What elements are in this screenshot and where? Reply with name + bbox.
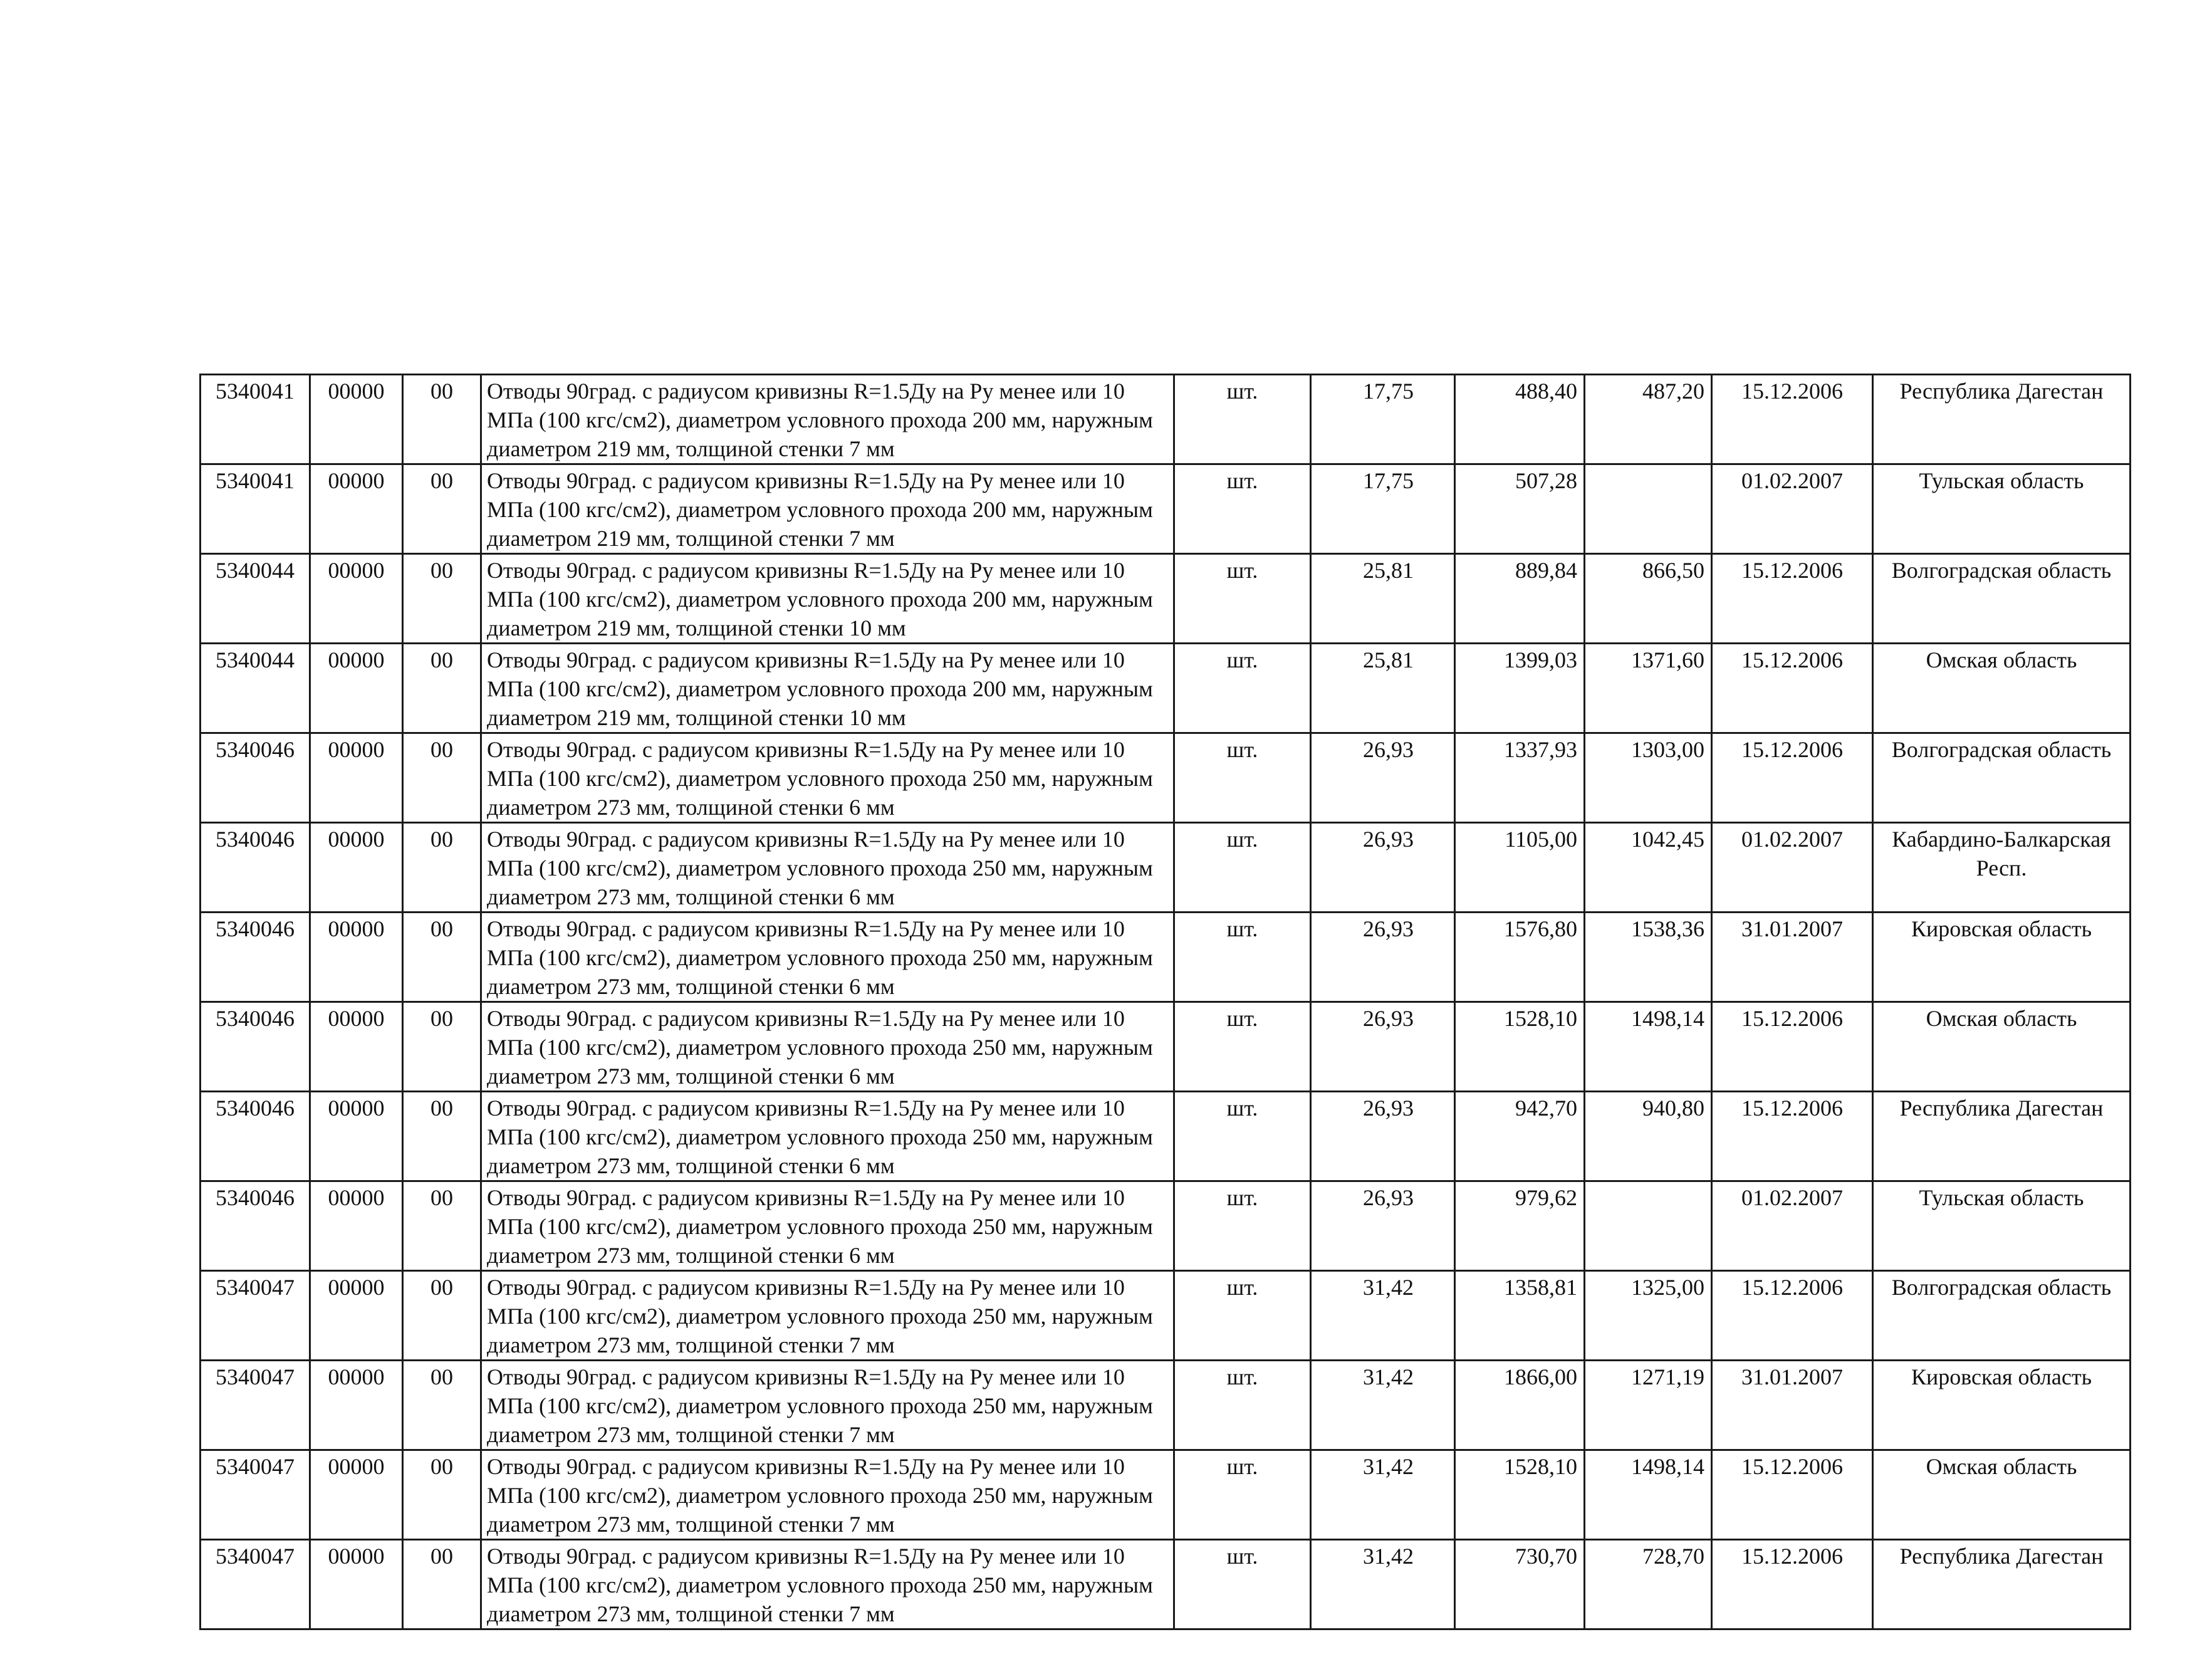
- sub-code: 00000: [310, 644, 403, 733]
- sub-code: 00000: [310, 554, 403, 644]
- resource-code: 5340041: [201, 375, 310, 464]
- weight: 26,93: [1311, 733, 1455, 823]
- unit: шт.: [1174, 1361, 1311, 1450]
- region: Омская область: [1873, 1002, 2131, 1092]
- price-2: 1271,19: [1585, 1361, 1712, 1450]
- sub-code: 00000: [310, 1092, 403, 1181]
- table-row: [201, 554, 2131, 644]
- resource-code: 5340046: [201, 733, 310, 823]
- item-description: Отводы 90град. с радиусом кривизны R=1.5Ду на Ру менее или 10 МПа (100 кгс/см2), диаметром условного прохода 250 мм, наружным диаметром 273 мм, толщиной стенки 6 мм: [481, 1181, 1174, 1271]
- weight: 17,75: [1311, 375, 1455, 464]
- index-code: 00: [403, 1361, 481, 1450]
- item-description: Отводы 90град. с радиусом кривизны R=1.5Ду на Ру менее или 10 МПа (100 кгс/см2), диаметром условного прохода 200 мм, наружным диаметром 219 мм, толщиной стенки 7 мм: [481, 375, 1174, 464]
- table-row: [201, 375, 2131, 464]
- price-1: 1399,03: [1455, 644, 1585, 733]
- region: Омская область: [1873, 644, 2131, 733]
- item-description: Отводы 90град. с радиусом кривизны R=1.5Ду на Ру менее или 10 МПа (100 кгс/см2), диаметром условного прохода 250 мм, наружным диаметром 273 мм, толщиной стенки 6 мм: [481, 1092, 1174, 1181]
- unit: шт.: [1174, 1271, 1311, 1361]
- region: Волгоградская область: [1873, 733, 2131, 823]
- price-1: 507,28: [1455, 464, 1585, 554]
- date: 15.12.2006: [1712, 1540, 1873, 1629]
- region: Республика Дагестан: [1873, 375, 2131, 464]
- unit: шт.: [1174, 375, 1311, 464]
- region: Тульская область: [1873, 1181, 2131, 1271]
- unit: шт.: [1174, 823, 1311, 913]
- price-2: 940,80: [1585, 1092, 1712, 1181]
- item-description: Отводы 90град. с радиусом кривизны R=1.5Ду на Ру менее или 10 МПа (100 кгс/см2), диаметром условного прохода 250 мм, наружным диаметром 273 мм, толщиной стенки 7 мм: [481, 1540, 1174, 1629]
- unit: шт.: [1174, 1540, 1311, 1629]
- table-row: [201, 464, 2131, 554]
- region: Республика Дагестан: [1873, 1540, 2131, 1629]
- table-row: [201, 1271, 2131, 1361]
- date: 15.12.2006: [1712, 644, 1873, 733]
- index-code: 00: [403, 375, 481, 464]
- region: Тульская область: [1873, 464, 2131, 554]
- weight: 17,75: [1311, 464, 1455, 554]
- price-2: 1498,14: [1585, 1002, 1712, 1092]
- item-description: Отводы 90град. с радиусом кривизны R=1.5Ду на Ру менее или 10 МПа (100 кгс/см2), диаметром условного прохода 200 мм, наружным диаметром 219 мм, толщиной стенки 10 мм: [481, 644, 1174, 733]
- date: 15.12.2006: [1712, 1092, 1873, 1181]
- price-1: 488,40: [1455, 375, 1585, 464]
- item-description: Отводы 90град. с радиусом кривизны R=1.5Ду на Ру менее или 10 МПа (100 кгс/см2), диаметром условного прохода 250 мм, наружным диаметром 273 мм, толщиной стенки 7 мм: [481, 1450, 1174, 1540]
- table-row: [201, 644, 2131, 733]
- item-description: Отводы 90град. с радиусом кривизны R=1.5Ду на Ру менее или 10 МПа (100 кгс/см2), диаметром условного прохода 200 мм, наружным диаметром 219 мм, толщиной стенки 7 мм: [481, 464, 1174, 554]
- price-2: 487,20: [1585, 375, 1712, 464]
- price-1: 942,70: [1455, 1092, 1585, 1181]
- resource-code: 5340047: [201, 1271, 310, 1361]
- item-description: Отводы 90град. с радиусом кривизны R=1.5Ду на Ру менее или 10 МПа (100 кгс/см2), диаметром условного прохода 250 мм, наружным диаметром 273 мм, толщиной стенки 6 мм: [481, 1002, 1174, 1092]
- unit: шт.: [1174, 913, 1311, 1002]
- price-1: 1528,10: [1455, 1450, 1585, 1540]
- price-2: 866,50: [1585, 554, 1712, 644]
- weight: 26,93: [1311, 1002, 1455, 1092]
- weight: 26,93: [1311, 1181, 1455, 1271]
- region: Омская область: [1873, 1450, 2131, 1540]
- price-2: [1585, 464, 1712, 554]
- unit: шт.: [1174, 464, 1311, 554]
- price-1: 979,62: [1455, 1181, 1585, 1271]
- date: 15.12.2006: [1712, 1002, 1873, 1092]
- date: 31.01.2007: [1712, 913, 1873, 1002]
- table-row: [201, 1002, 2131, 1092]
- index-code: 00: [403, 733, 481, 823]
- date: 15.12.2006: [1712, 1271, 1873, 1361]
- resource-code: 5340044: [201, 554, 310, 644]
- table-row: [201, 1092, 2131, 1181]
- sub-code: 00000: [310, 464, 403, 554]
- table-row: [201, 1181, 2131, 1271]
- unit: шт.: [1174, 554, 1311, 644]
- unit: шт.: [1174, 1002, 1311, 1092]
- region: Волгоградская область: [1873, 1271, 2131, 1361]
- price-2: 1303,00: [1585, 733, 1712, 823]
- index-code: 00: [403, 823, 481, 913]
- weight: 26,93: [1311, 913, 1455, 1002]
- weight: 31,42: [1311, 1361, 1455, 1450]
- index-code: 00: [403, 1002, 481, 1092]
- price-2: 1325,00: [1585, 1271, 1712, 1361]
- item-description: Отводы 90град. с радиусом кривизны R=1.5Ду на Ру менее или 10 МПа (100 кгс/см2), диаметром условного прохода 250 мм, наружным диаметром 273 мм, толщиной стенки 6 мм: [481, 823, 1174, 913]
- sub-code: 00000: [310, 1361, 403, 1450]
- table-row: [201, 823, 2131, 913]
- item-description: Отводы 90град. с радиусом кривизны R=1.5Ду на Ру менее или 10 МПа (100 кгс/см2), диаметром условного прохода 200 мм, наружным диаметром 219 мм, толщиной стенки 10 мм: [481, 554, 1174, 644]
- sub-code: 00000: [310, 1002, 403, 1092]
- sub-code: 00000: [310, 1540, 403, 1629]
- price-2: 1042,45: [1585, 823, 1712, 913]
- weight: 31,42: [1311, 1540, 1455, 1629]
- table-row: [201, 1361, 2131, 1450]
- index-code: 00: [403, 1271, 481, 1361]
- price-2: 1371,60: [1585, 644, 1712, 733]
- date: 01.02.2007: [1712, 1181, 1873, 1271]
- sub-code: 00000: [310, 1181, 403, 1271]
- price-1: 1105,00: [1455, 823, 1585, 913]
- region: Кировская область: [1873, 913, 2131, 1002]
- date: 15.12.2006: [1712, 554, 1873, 644]
- sub-code: 00000: [310, 733, 403, 823]
- unit: шт.: [1174, 644, 1311, 733]
- price-2: 1498,14: [1585, 1450, 1712, 1540]
- price-2: [1585, 1181, 1712, 1271]
- price-1: 1576,80: [1455, 913, 1585, 1002]
- date: 15.12.2006: [1712, 1450, 1873, 1540]
- index-code: 00: [403, 1181, 481, 1271]
- item-description: Отводы 90град. с радиусом кривизны R=1.5Ду на Ру менее или 10 МПа (100 кгс/см2), диаметром условного прохода 250 мм, наружным диаметром 273 мм, толщиной стенки 6 мм: [481, 913, 1174, 1002]
- resource-code: 5340046: [201, 1002, 310, 1092]
- price-1: 1528,10: [1455, 1002, 1585, 1092]
- table-row: [201, 913, 2131, 1002]
- date: 01.02.2007: [1712, 464, 1873, 554]
- unit: шт.: [1174, 1092, 1311, 1181]
- item-description: Отводы 90град. с радиусом кривизны R=1.5Ду на Ру менее или 10 МПа (100 кгс/см2), диаметром условного прохода 250 мм, наружным диаметром 273 мм, толщиной стенки 7 мм: [481, 1361, 1174, 1450]
- price-2: 1538,36: [1585, 913, 1712, 1002]
- weight: 31,42: [1311, 1450, 1455, 1540]
- weight: 25,81: [1311, 644, 1455, 733]
- sub-code: 00000: [310, 375, 403, 464]
- date: 01.02.2007: [1712, 823, 1873, 913]
- date: 31.01.2007: [1712, 1361, 1873, 1450]
- unit: шт.: [1174, 1181, 1311, 1271]
- item-description: Отводы 90град. с радиусом кривизны R=1.5Ду на Ру менее или 10 МПа (100 кгс/см2), диаметром условного прохода 250 мм, наружным диаметром 273 мм, толщиной стенки 6 мм: [481, 733, 1174, 823]
- price-1: 730,70: [1455, 1540, 1585, 1629]
- price-1: 1358,81: [1455, 1271, 1585, 1361]
- unit: шт.: [1174, 1450, 1311, 1540]
- sub-code: 00000: [310, 1271, 403, 1361]
- sub-code: 00000: [310, 913, 403, 1002]
- resource-code: 5340047: [201, 1540, 310, 1629]
- sub-code: 00000: [310, 1450, 403, 1540]
- resource-code: 5340047: [201, 1361, 310, 1450]
- index-code: 00: [403, 1450, 481, 1540]
- table-row: [201, 1540, 2131, 1629]
- index-code: 00: [403, 1540, 481, 1629]
- resource-code: 5340046: [201, 1181, 310, 1271]
- region: Кабардино-Балкарская Респ.: [1873, 823, 2131, 913]
- resource-code: 5340044: [201, 644, 310, 733]
- date: 15.12.2006: [1712, 733, 1873, 823]
- region: Республика Дагестан: [1873, 1092, 2131, 1181]
- index-code: 00: [403, 644, 481, 733]
- weight: 26,93: [1311, 823, 1455, 913]
- weight: 25,81: [1311, 554, 1455, 644]
- price-1: 889,84: [1455, 554, 1585, 644]
- price-table: [199, 374, 2131, 1630]
- index-code: 00: [403, 913, 481, 1002]
- index-code: 00: [403, 464, 481, 554]
- weight: 31,42: [1311, 1271, 1455, 1361]
- price-1: 1337,93: [1455, 733, 1585, 823]
- table-row: [201, 1450, 2131, 1540]
- resource-code: 5340041: [201, 464, 310, 554]
- date: 15.12.2006: [1712, 375, 1873, 464]
- weight: 26,93: [1311, 1092, 1455, 1181]
- region: Кировская область: [1873, 1361, 2131, 1450]
- resource-code: 5340046: [201, 1092, 310, 1181]
- index-code: 00: [403, 554, 481, 644]
- resource-code: 5340046: [201, 913, 310, 1002]
- index-code: 00: [403, 1092, 481, 1181]
- sub-code: 00000: [310, 823, 403, 913]
- price-1: 1866,00: [1455, 1361, 1585, 1450]
- table-row: [201, 733, 2131, 823]
- price-2: 728,70: [1585, 1540, 1712, 1629]
- resource-code: 5340046: [201, 823, 310, 913]
- unit: шт.: [1174, 733, 1311, 823]
- resource-code: 5340047: [201, 1450, 310, 1540]
- item-description: Отводы 90град. с радиусом кривизны R=1.5Ду на Ру менее или 10 МПа (100 кгс/см2), диаметром условного прохода 250 мм, наружным диаметром 273 мм, толщиной стенки 7 мм: [481, 1271, 1174, 1361]
- region: Волгоградская область: [1873, 554, 2131, 644]
